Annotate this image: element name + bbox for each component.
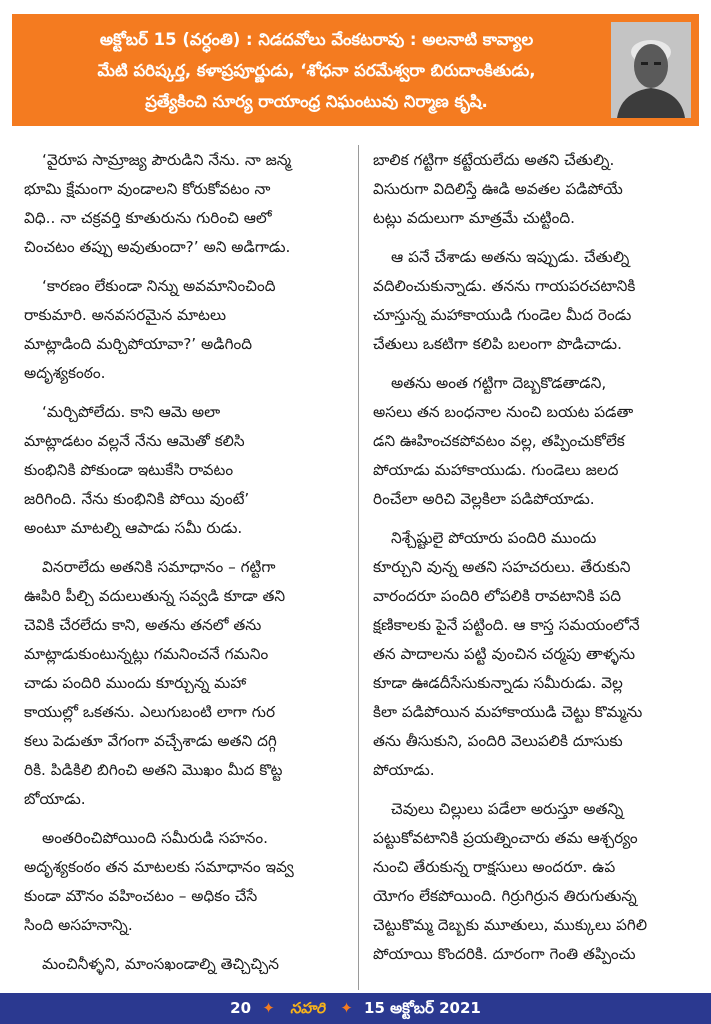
- paragraph: [24, 146, 354, 262]
- text-line: పోయాయి కొందరికి. దూరంగా గెంతి తప్పించు: [373, 945, 636, 963]
- text-line: కలు పెడుతూ వేగంగా వచ్చేశాడు అతని దగ్గి: [24, 732, 277, 750]
- text-line: ‘కారణం లేకుండా నిన్ను అవమానించింది: [42, 277, 276, 295]
- column-divider: [358, 145, 359, 990]
- text-line: మాట్లాడుకుంటున్నట్లు గమనించనే గమనిం: [24, 645, 269, 663]
- paragraph: [373, 795, 703, 969]
- left-column: [24, 146, 354, 989]
- text-line: కుంభినికి పోకుండా ఇటుకేసి రావటం: [24, 461, 234, 479]
- paragraph: [373, 243, 703, 359]
- text-line: యోగం లేకపోయింది. గిర్రుగిర్రున తిరుగుతున్న: [373, 887, 637, 905]
- text-line: వదిలించుకున్నాడు. తనను గాయపరచటానికి: [373, 277, 636, 295]
- text-line: ఊపిరి పీల్చి వదులుతున్న సవ్వడి కూడా తని: [24, 587, 286, 605]
- text-line: ‘వైరూప సామ్రాజ్య పౌరుడిని నేను. నా జన్మ: [42, 151, 292, 169]
- text-line: అసలు తన బంధనాల నుంచి బయట పడతా: [373, 403, 634, 421]
- text-line: కిలా పడిపోయిన మహాకాయుడి చెట్టు కొమ్మను: [373, 703, 643, 721]
- text-line: వారందరూ పందిరి లోపలికి రావటానికి పది: [373, 587, 622, 605]
- paragraph: [24, 272, 354, 388]
- text-line: అదృశ్యకంఠం.: [24, 364, 106, 382]
- star-separator-icon: ✦: [262, 999, 275, 1017]
- header-line: ప్రత్యేకించి సూర్య రాయాంధ్ర నిఘంటువు నిర్మాణ కృషి.: [145, 92, 488, 111]
- text-line: విసురుగా విదిలిస్తే ఊడి అవతల పడిపోయే: [373, 180, 623, 198]
- text-line: చాడు పందిరి ముందు కూర్చున్న మహా: [24, 674, 247, 692]
- author-portrait: [611, 22, 691, 118]
- text-line: అతను అంత గట్టిగా దెబ్బకొడతాడని,: [391, 374, 607, 392]
- text-line: పట్టుకోవటానికి ప్రయత్నించారు తమ ఆశ్చర్యం: [373, 829, 638, 847]
- text-line: ఆ పనే చేశాడు అతను ఇప్పుడు. చేతుల్ని: [391, 248, 630, 266]
- page-number: 20: [230, 999, 252, 1017]
- text-line: నిశ్చేష్టులై పోయారు పందిరి ముందు: [391, 529, 597, 547]
- paragraph: [24, 553, 354, 814]
- text-line: కూడా ఊడదీసేసుకున్నాడు సమీరుడు. వెల్ల: [373, 674, 623, 692]
- text-line: అదృశ్యకంఠం తన మాటలకు సమాధానం ఇవ్వ: [24, 858, 294, 876]
- paragraph: [24, 950, 354, 979]
- text-line: మంచినీళ్ళని, మాంసఖండాల్ని తెచ్చిచ్చిన: [42, 955, 279, 973]
- text-line: మాట్లాడింది మర్చిపోయావా?’ అడిగింది: [24, 335, 253, 353]
- text-line: బాలిక గట్టిగా కట్టేయలేదు అతని చేతుల్ని.: [373, 151, 615, 169]
- right-column: [373, 146, 703, 979]
- header-line: మేటి పరిష్కర్త, కళాప్రపూర్ణుడు, ‘శోధనా పరమేశ్వరా బిరుదాంకితుడు,: [97, 61, 536, 80]
- text-line: మాట్లాడటం వల్లనే నేను ఆమెతో కలిసి: [24, 432, 245, 450]
- paragraph: [24, 824, 354, 940]
- paragraph: [24, 398, 354, 543]
- portrait-image: [611, 22, 691, 118]
- footer-bar: [0, 993, 711, 1024]
- text-line: రికి. పిడికిలి బిగించి అతని మొఖం మీద కొట్ట: [24, 761, 283, 779]
- text-line: బోయాడు.: [24, 790, 86, 808]
- text-line: క్షణికాలకు పైనే పట్టింది. ఆ కాస్త సమయంలోనే: [373, 616, 640, 634]
- text-line: విధి.. నా చక్రవర్తి కూతురును గురించి ఆలో: [24, 209, 272, 227]
- text-line: టట్లు వదులుగా మాత్రమే చుట్టింది.: [373, 209, 576, 227]
- text-line: చించటం తప్పు అవుతుందా?’ అని అడిగాడు.: [24, 238, 291, 256]
- magazine-name: సహరి: [290, 999, 325, 1017]
- text-line: కాయుల్లో ఒకతను. ఎలుగుబంటి లాగా గుర: [24, 703, 276, 721]
- text-line: భూమి క్షేమంగా వుండాలని కోరుకోవటం నా: [24, 180, 271, 198]
- header-text: [24, 24, 609, 117]
- star-separator-icon: ✦: [340, 999, 353, 1017]
- text-line: రించేలా అరిచి వెల్లకిలా పడిపోయాడు.: [373, 490, 595, 508]
- text-line: చెట్టుకొమ్మ దెబ్బకు మూతులు, ముక్కులు పగిలి: [373, 916, 648, 934]
- text-line: రాకుమారి. అనవసరమైన మాటలు: [24, 306, 227, 324]
- text-line: చూస్తున్న మహాకాయుడి గుండెల మీద రెండు: [373, 306, 632, 324]
- text-line: అంతరించిపోయింది సమీరుడి సహనం.: [42, 829, 268, 847]
- text-line: తన పాదాలను పట్టి వుంచిన చర్మపు తాళ్ళను: [373, 645, 636, 663]
- text-line: వినరాలేదు అతనికి సమాధానం – గట్టిగా: [42, 558, 276, 576]
- text-line: అంటూ మాటల్ని ఆపాడు సమీ రుడు.: [24, 519, 243, 537]
- text-line: చేతులు ఒకటిగా కలిపి బలంగా పొడిచాడు.: [373, 335, 622, 353]
- text-line: నుంచి తేరుకున్న రాక్షసులు అందరూ. ఉప: [373, 858, 616, 876]
- text-line: తను తీసుకుని, పందిరి వెలుపలికి దూసుకు: [373, 732, 623, 750]
- text-line: డని ఊహించకపోవటం వల్ల, తప్పించుకోలేక: [373, 432, 625, 450]
- paragraph: [373, 524, 703, 785]
- text-line: పోయాడు మహాకాయుడు. గుండెలు జలద: [373, 461, 619, 479]
- header-banner: [12, 14, 699, 126]
- text-line: కూర్చుని వున్న అతని సహచరులు. తేరుకుని: [373, 558, 631, 576]
- issue-date: 15 అక్టోబర్ 2021: [364, 999, 481, 1017]
- text-line: పోయాడు.: [373, 761, 435, 779]
- text-line: చెవికి చేరలేదు కాని, అతను తనలో తను: [24, 616, 262, 634]
- text-line: కుండా మౌనం వహించటం – అధికం చేసే: [24, 887, 258, 905]
- text-line: చెవులు చిల్లులు పడేలా అరుస్తూ అతన్ని: [391, 800, 624, 818]
- header-line: అక్టోబర్ 15 (వర్ధంతి) : నిడదవోలు వేంకటరావు : అలనాటి కావ్యాల: [99, 30, 534, 49]
- text-line: సింది అసహనాన్ని.: [24, 916, 133, 934]
- text-line: ‘మర్చిపోలేదు. కాని ఆమె అలా: [42, 403, 221, 421]
- paragraph: [373, 146, 703, 233]
- paragraph: [373, 369, 703, 514]
- text-line: జరిగింది. నేను కుంభినికి పోయి వుంటే’: [24, 490, 250, 508]
